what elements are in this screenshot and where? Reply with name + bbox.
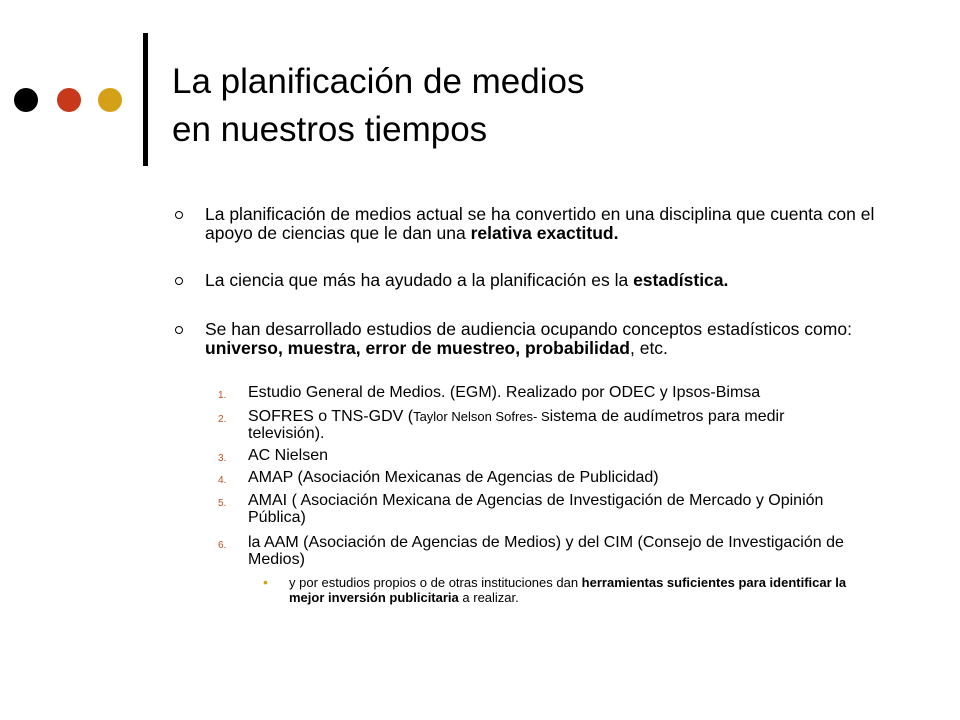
item-number: 5. bbox=[218, 498, 227, 509]
item-number: 1. bbox=[218, 390, 227, 401]
sub-bullet-text: y por estudios propios o de otras instituciones dan bbox=[289, 575, 582, 590]
bullet-text: La planificación de medios actual se ha convertido en una disciplina que cuenta con el apoyo de ciencias que le dan una bbox=[205, 204, 875, 243]
title-line-1: La planificación de medios bbox=[172, 62, 585, 101]
title-line-2: en nuestros tiempos bbox=[172, 110, 488, 149]
bullet-circle-icon bbox=[175, 326, 183, 334]
item-text: SOFRES o TNS-GDV ( bbox=[248, 408, 414, 425]
bullet-circle-icon bbox=[175, 211, 183, 219]
sub-bullet-bold-text: herramientas suficientes para identificar la mejor inversión publicitaria bbox=[289, 575, 847, 605]
sub-bullet-dot-icon: • bbox=[263, 574, 268, 590]
item-text: AMAI ( Asociación Mexicana de Agencias de Investigación de Mercado y Opinión Pública) bbox=[248, 492, 824, 526]
item-number: 6. bbox=[218, 540, 227, 551]
bullet-bold-text: relativa exactitud. bbox=[470, 223, 619, 243]
item-text: AMAP (Asociación Mexicanas de Agencias de Publicidad) bbox=[248, 469, 659, 486]
bullet-text: Se han desarrollado estudios de audiencia ocupando conceptos estadísticos como: bbox=[205, 319, 852, 339]
item-number: 3. bbox=[218, 453, 227, 464]
item-text-end: istema de audímetros para medir televisión). bbox=[248, 408, 785, 442]
bullet-bold-text: estadística. bbox=[633, 270, 729, 290]
item-number: 4. bbox=[218, 475, 227, 486]
item-text: Estudio General de Medios. (EGM). Realizado por ODEC y Ipsos-Bimsa bbox=[248, 384, 761, 401]
item-number: 2. bbox=[218, 414, 227, 425]
item-text-small: Taylor Nelson Sofres- S bbox=[413, 409, 550, 424]
bullet-circle-icon bbox=[175, 277, 183, 285]
bullet-text-end: , etc. bbox=[629, 338, 668, 358]
item-text: AC Nielsen bbox=[248, 447, 329, 464]
sub-bullet-text-end: a realizar. bbox=[458, 590, 519, 605]
item-text: la AAM (Asociación de Agencias de Medios) y del CIM (Consejo de Investigación de Medios) bbox=[248, 534, 844, 568]
bullet-bold-text: universo, muestra, error de muestreo, probabilidad bbox=[205, 338, 630, 358]
bullet-text: La ciencia que más ha ayudado a la planificación es la bbox=[205, 270, 634, 290]
